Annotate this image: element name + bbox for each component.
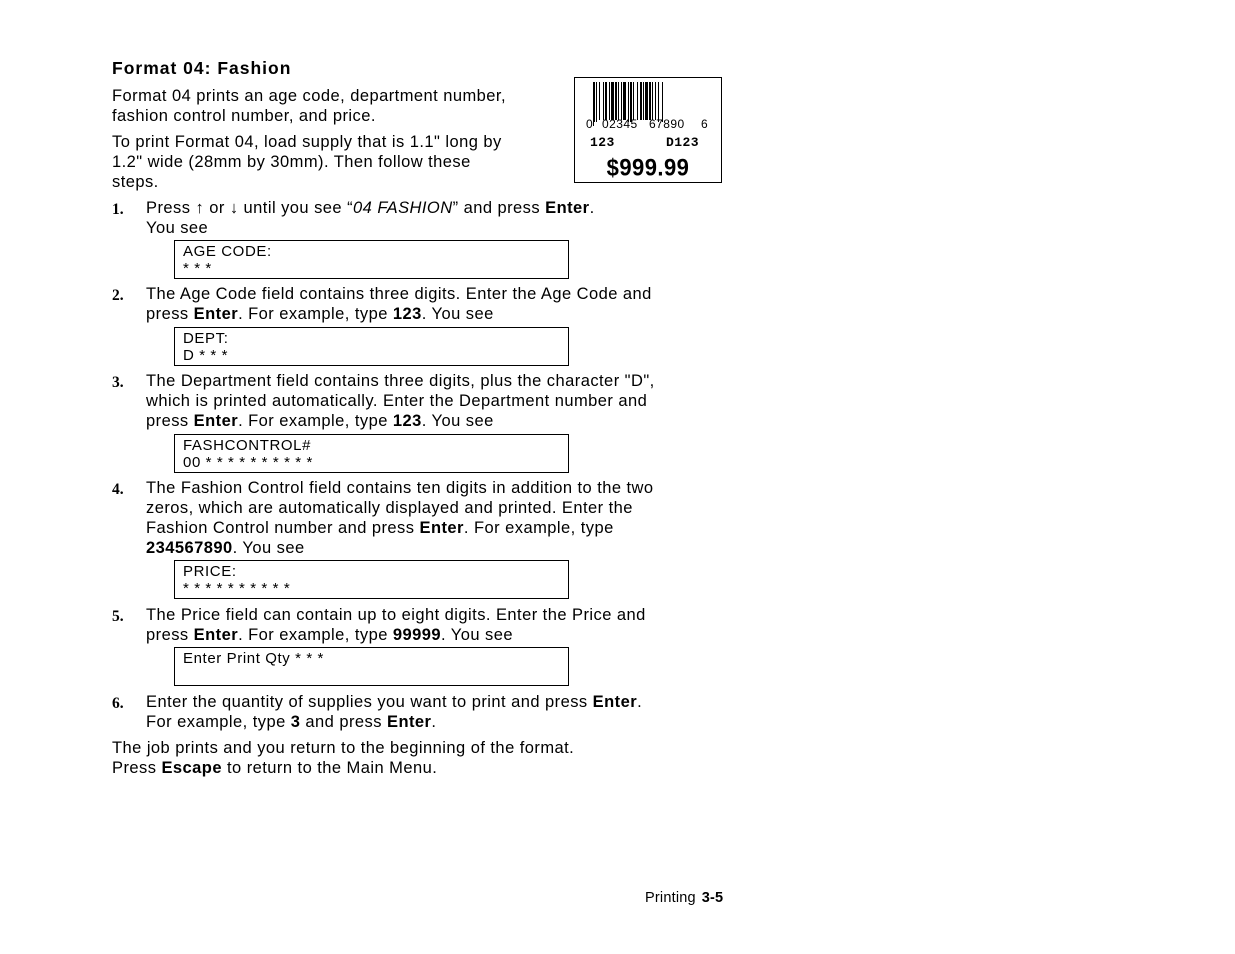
barcode-bar bbox=[652, 82, 653, 120]
barcode-digit-check: 6 bbox=[701, 117, 709, 131]
step-number: 5. bbox=[112, 608, 124, 625]
closing-paragraph: The job prints and you return to the beginning of the format. Press Escape to return to the Main Menu. bbox=[112, 739, 575, 777]
barcode-digits-left: 02345 bbox=[602, 117, 638, 131]
display-box-print-qty: Enter Print Qty * * * bbox=[174, 647, 569, 686]
barcode-bar bbox=[615, 82, 617, 120]
page-number: 3-5 bbox=[701, 890, 724, 906]
label-price: $999.99 bbox=[606, 153, 690, 181]
step-3-text: The Department field contains three digits, plus the character "D", which is printed automatically. Enter the Department number and press Enter. For example, type 123. You see bbox=[146, 372, 655, 430]
step-number: 2. bbox=[112, 287, 124, 304]
step-number: 4. bbox=[112, 481, 124, 498]
step-number: 3. bbox=[112, 374, 124, 391]
barcode-bar bbox=[621, 82, 622, 120]
barcode-digit-lead: 0 bbox=[586, 117, 594, 131]
barcode-bar bbox=[655, 82, 656, 120]
page-title: Format 04: Fashion bbox=[112, 58, 292, 78]
barcode-bar bbox=[649, 82, 651, 120]
step-number: 1. bbox=[112, 201, 124, 218]
display-box-dept: DEPT: D * * * bbox=[174, 327, 569, 366]
sample-label bbox=[574, 77, 722, 183]
step-2-text: The Age Code field contains three digits. Enter the Age Code and press Enter. For example, type 123. You see bbox=[146, 285, 652, 323]
label-age-code: 123 bbox=[590, 135, 615, 150]
display-box-price: PRICE: * * * * * * * * * * bbox=[174, 560, 569, 599]
intro-paragraph-2: To print Format 04, load supply that is 1.1" long by 1.2" wide (28mm by 30mm). Then follow these steps. bbox=[112, 133, 502, 191]
barcode-bar bbox=[611, 82, 614, 120]
step-5-text: The Price field can contain up to eight digits. Enter the Price and press Enter. For example, type 99999. You see bbox=[146, 606, 646, 644]
sample-label-graphic bbox=[575, 78, 721, 182]
footer-section: Printing bbox=[645, 890, 696, 906]
barcode-bar bbox=[623, 82, 626, 120]
barcode-bar bbox=[618, 82, 619, 120]
barcode-digits-right: 67890 bbox=[649, 117, 685, 131]
display-box-age-code: AGE CODE: * * * bbox=[174, 240, 569, 279]
step-1-text: Press ↑ or ↓ until you see “04 FASHION” and press Enter. You see bbox=[146, 199, 595, 237]
barcode-bar bbox=[643, 82, 644, 120]
label-dept: D123 bbox=[666, 135, 700, 150]
barcode-bar bbox=[645, 82, 648, 120]
barcode-bar bbox=[603, 82, 604, 120]
step-6-text: Enter the quantity of supplies you want to print and press Enter. For example, type 3 and press Enter. bbox=[146, 693, 643, 731]
barcode-bar bbox=[593, 82, 595, 126]
intro-paragraph-1: Format 04 prints an age code, department number, fashion control number, and price. bbox=[112, 87, 506, 125]
barcode-bar bbox=[609, 82, 610, 120]
step-number: 6. bbox=[112, 695, 124, 712]
barcode-bar bbox=[637, 82, 638, 120]
page-footer bbox=[645, 890, 723, 906]
barcode-bar bbox=[599, 82, 600, 120]
arrow-down-icon: ↓ bbox=[229, 199, 239, 217]
step-4-text: The Fashion Control field contains ten digits in addition to the two zeros, which are automatically displayed and printed. Enter the Fashion Control number and press Enter. For example, type 234567890. You see bbox=[146, 479, 654, 557]
barcode-bar bbox=[596, 82, 597, 126]
display-box-fashcontrol: FASHCONTROL# 00 * * * * * * * * * * bbox=[174, 434, 569, 473]
barcode-bar bbox=[605, 82, 607, 120]
barcode-bar bbox=[633, 82, 634, 120]
barcode-bar bbox=[640, 82, 642, 120]
arrow-up-icon: ↑ bbox=[195, 199, 205, 217]
